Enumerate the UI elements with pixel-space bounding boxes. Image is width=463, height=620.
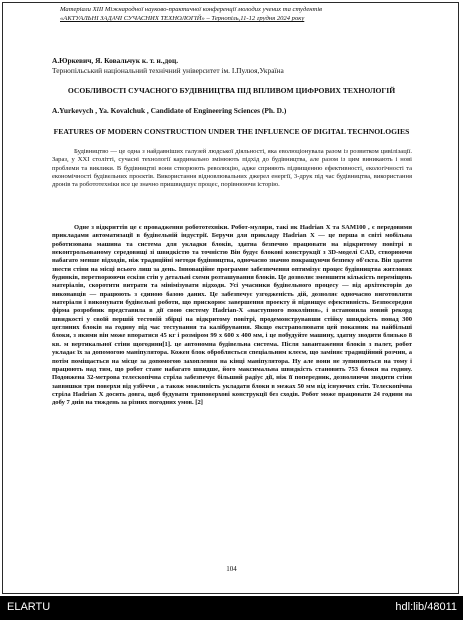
repository-name: ELARTU: [7, 601, 51, 613]
conference-header-line1: Матеріали XIII Міжнародної науково-практичної конференції молодих учених та студентів: [60, 6, 323, 13]
title-en: FEATURES OF MODERN CONSTRUCTION UNDER THE INFLUENCE OF DIGITAL TECHNOLOGIES: [53, 127, 410, 136]
paragraph-robotics: Одне з відкриттів це є провадження робототехніки. Робот-муляри, такі як Hadrian X та SAM100 , є передовими прикладами автоматизації в будівельній індустрії. Беручи для прикладу Hadrian X — це перша в світі мобільна роботизована машина та система для укладки блоків, здатна безпечно працювати на відкритому повітрі в неконтрольованому середовищі зі швидкістю та точністю Він будує блокові конструкції з 3D-моделі CAD, створюючи набагато менше відходів, ніж традиційні методи будівництва, одночасно значно покращуючи безпеку об'єкта. Він здатен звести стіни на місці всього лиш за день. Інноваційне програмне забезпечення оптимізує процес будівництва житлових будинків, перетворюючи ескізи стін у детальні схеми розташування блоків. Це дозволяє зменшити кількість переміщень матеріалів, скоротити витрати та мінімізувати відходи. Усі учасники будівельного процесу — від архітекторів до виконавців — працюють з єдиною базою даних. Це забезпечує узгодженість дій, дозволяє одночасно виготовляти матеріали і виконувати будівельні роботи, що прискорює завершення проекту й підвищує ефективність. Безпосередня фірма розробник представила в дії свою систему Hadrian-X «наступного покоління», і встановила новий рекорд швидкості у своїй першій тестовій збірці на відкритому повітрі, продемонструвавши стійку швидкість понад 300 цеглиних блоків на годину під час тестування та калібрування. Якщо екстраполювати цей показник на найбільші блоки, з якими він може впоратися 45 кг і розміром 99 х 600 х 400 мм, і це побудуйте машину, здатну зводити близько 8 кв. м вертикальної стіни щогодини[1]. це автономна будівельна система. Після завантаження блоків з палет, робот укладає їх за допомогою маніпулятора. Кожен блок обробляється спеціальним клеєм, що заміняє традиційний розчин, а потім поміщається на місце за допомогою захоплення на кінці маніпулятора. Ну але вони не зупиняються на тому і працюють над тим, що робот стане набагато швидше, його максимальна швидкість становить 753 блоки на годину. Подовжена 32-метрова телескопічна стріла забезпечує більший радіус дії, ніж її попередник, дозволяючи зводити стіни заввишки три поверхи від узбіччя , а також можливість укладати блоки в межах 50 мм від існуючих стін. Телескопічна стріла Hadrian X досить довга, щоб будувати триповерхові конструкції без сходів. Робот може працювати 24 години на добу 7 днів на тиждень за різних погодних умов. [2]: [52, 224, 412, 407]
handle-id: hdl:lib/48011: [395, 601, 457, 613]
title-ua: ОСОБЛИВОСТІ СУЧАСНОГО БУДІВНИЦТВА ПІД ВПЛИВОМ ЦИФРОВИХ ТЕХНОЛОГІЙ: [67, 86, 396, 95]
repository-footer: [0, 596, 463, 620]
conference-header-line2: «АКТУАЛЬНІ ЗАДАЧІ СУЧАСНИХ ТЕХНОЛОГІЙ» – Тернопіль,11-12 грудня 2024 року: [60, 15, 305, 22]
paragraph-intro: Будівництво — це одна з найдавніших галузей людської діяльності, яка еволюціонувала разом із розвитком цивілізації. Зараз, у XXI столітті, сучасні технології кардинально змінюють підхід до будівництва, але разом із цим виникають і нові проблеми та виклики. В будівництві вони створюють революцію, адже сприяють підвищенню ефективності, екологічності та економічності будівельних проєктів. Використання відновлювальних джерел енергії, 3-друк під час будівництва, використання дронів та робототехніки все це значно пришвидшує процес, порівнюючи історію.: [52, 148, 412, 189]
authors-en: A.Yurkevych , Ya. Kovalchuk , Candidate of Engineering Sciences (Ph. D.): [52, 106, 287, 115]
authors-ua: А.Юркевич, Я. Ковальчук к. т. н.,доц.: [52, 56, 179, 65]
page-number: 104: [226, 565, 237, 573]
affiliation-ua: Тернопільський національний технічний університет ім. І.Пулюя,Україна: [52, 66, 284, 75]
